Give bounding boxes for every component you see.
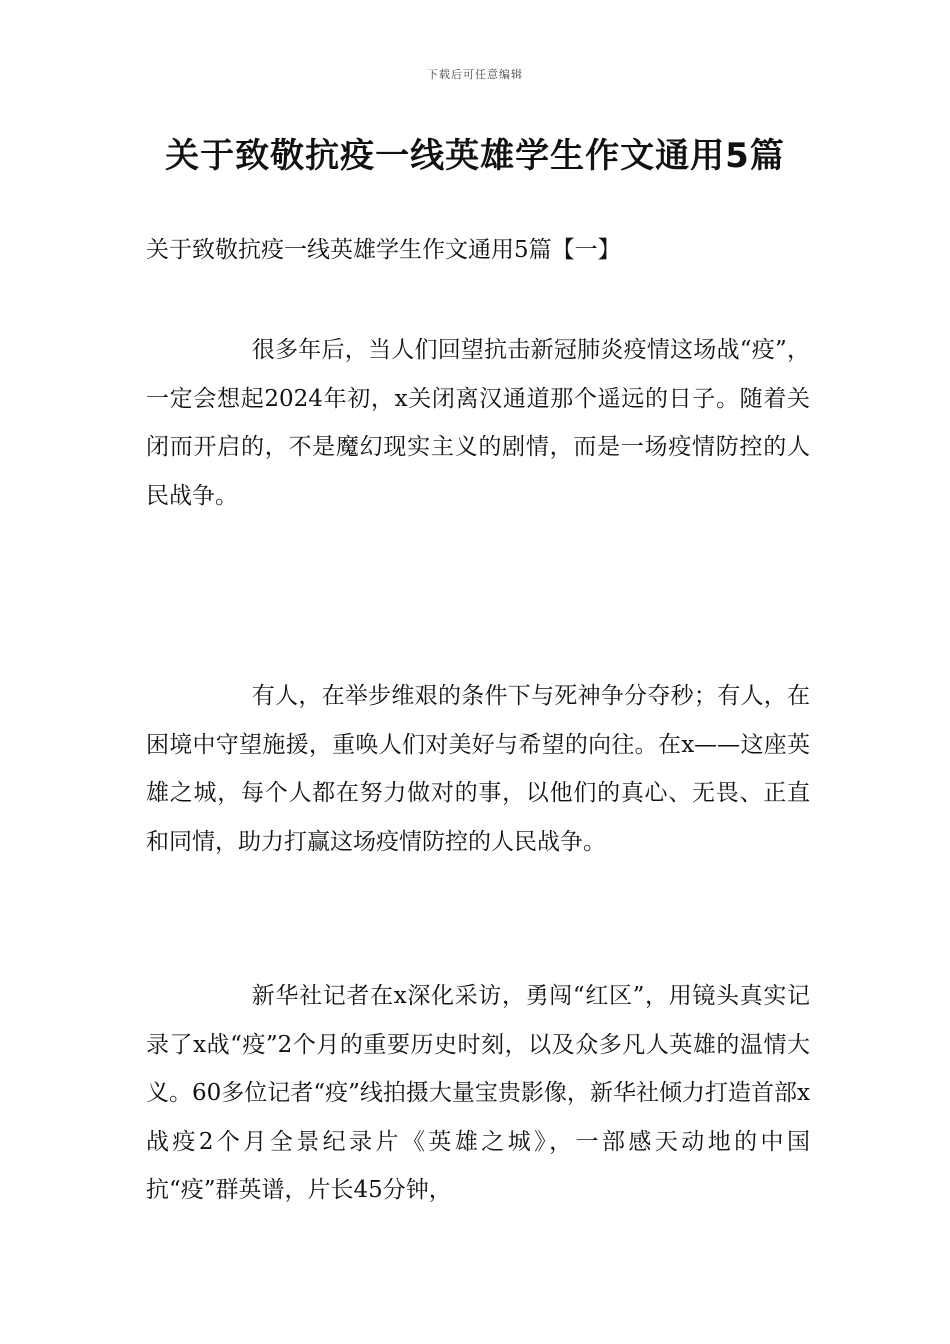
header-note: 下载后可任意编辑 xyxy=(427,68,523,81)
document-title: 关于致敬抗疫一线英雄学生作文通用5篇 xyxy=(165,136,785,176)
paragraph-2: 有人，在举步维艰的条件下与死神争分夺秒；有人，在困境中守望施援，重唤人们对美好与希望的向往。在x——这座英雄之城，每个人都在努力做对的事，以他们的真心、无畏、正直和同情，助力打赢这场疫情防控的人民战争。 xyxy=(146,683,810,855)
section-heading: 关于致敬抗疫一线英雄学生作文通用5篇【一】 xyxy=(146,237,621,263)
paragraph-3: 新华社记者在x深化采访，勇闯“红区”，用镜头真实记录了x战“疫”2个月的重要历史时刻，以及众多凡人英雄的温情大义。60多位记者“疫”线拍摄大量宝贵影像，新华社倾力打造首部x战疫2个月全景纪录片《英雄之城》，一部感天动地的中国抗“疫”群英谱，片长45分钟， xyxy=(146,983,810,1203)
paragraph-1: 很多年后，当人们回望抗击新冠肺炎疫情这场战“疫”，一定会想起2024年初，x关闭离汉通道那个遥远的日子。随着关闭而开启的，不是魔幻现实主义的剧情，而是一场疫情防控的人民战争。 xyxy=(146,337,810,509)
